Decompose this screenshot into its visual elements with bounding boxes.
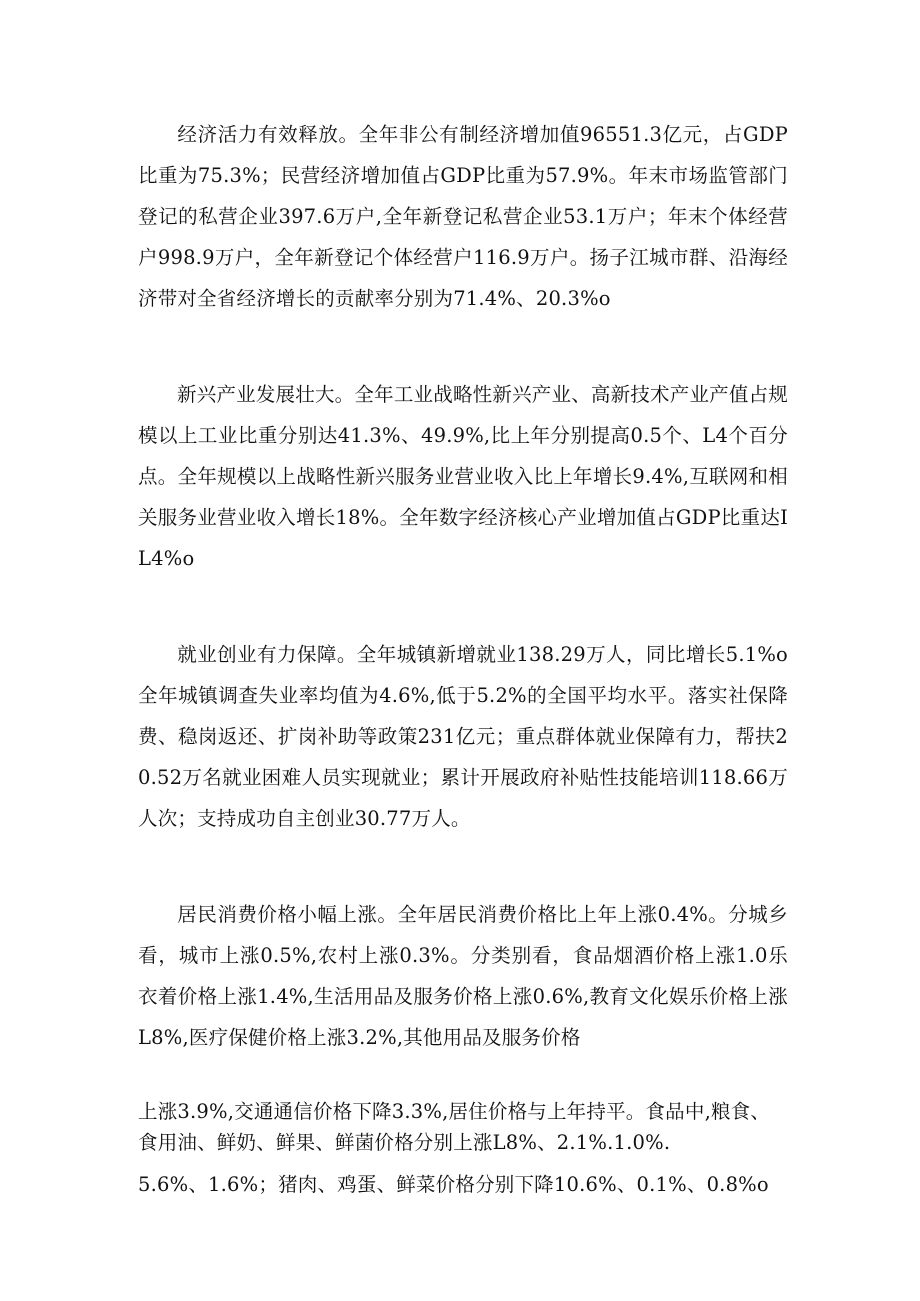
paragraph-emerging-industries — [138, 374, 788, 579]
continuation-line: 上涨3.9%,交通通信价格下降3.3%,居住价格与上年持平。食品中,粮食、 — [138, 1100, 771, 1123]
paragraph-text: 居民消费价格小幅上涨。全年居民消费价格比上年上涨0.4%。分城乡看，城市上涨0.5%,农村上涨0.3%。分类别看，食品烟酒价格上涨1.0乐衣着价格上涨1.4%,生活用品及服务价格上涨0.6%,教育文化娱乐价格上涨L8%,医疗保健价格上涨3.2%,其他用品及服务价格 — [138, 903, 788, 1049]
paragraph-consumer-prices — [138, 894, 788, 1058]
paragraph-economic-vitality — [138, 114, 788, 319]
continuation-line: 5.6%、1.6%；猪肉、鸡蛋、鲜菜价格分别下降10.6%、0.1%、0.8%o — [138, 1173, 769, 1196]
paragraph-text: 经济活力有效释放。全年非公有制经济增加值96551.3亿元，占GDP比重为75.3%；民营经济增加值占GDP比重为57.9%。年末市场监管部门登记的私营企业397.6万户,全年新登记私营企业53.1万户；年末个体经营户998.9万户，全年新登记个体经营户116.9万户。扬子江城市群、沿海经济带对全省经济增长的贡献率分别为71.4%、20.3%o — [138, 123, 788, 310]
paragraph-employment — [138, 634, 788, 839]
continuation-line: 食用油、鲜奶、鲜果、鲜菌价格分别上涨L8%、2.1%.1.0%. — [138, 1131, 671, 1154]
paragraph-text: 就业创业有力保障。全年城镇新增就业138.29万人，同比增长5.1%o全年城镇调查失业率均值为4.6%,低于5.2%的全国平均水平。落实社保降费、稳岗返还、扩岗补助等政策231亿元；重点群体就业保障有力，帮扶20.52万名就业困难人员实现就业；累计开展政府补贴性技能培训118.66万人次；支持成功自主创业30.77万人。 — [138, 643, 788, 830]
paragraph-text: 新兴产业发展壮大。全年工业战略性新兴产业、高新技术产业产值占规模以上工业比重分别达41.3%、49.9%,比上年分别提高0.5个、L4个百分点。全年规模以上战略性新兴服务业营业收入比上年增长9.4%,互联网和相关服务业营业收入增长18%。全年数字经济核心产业增加值占GDP比重达IL4%o — [138, 383, 788, 570]
